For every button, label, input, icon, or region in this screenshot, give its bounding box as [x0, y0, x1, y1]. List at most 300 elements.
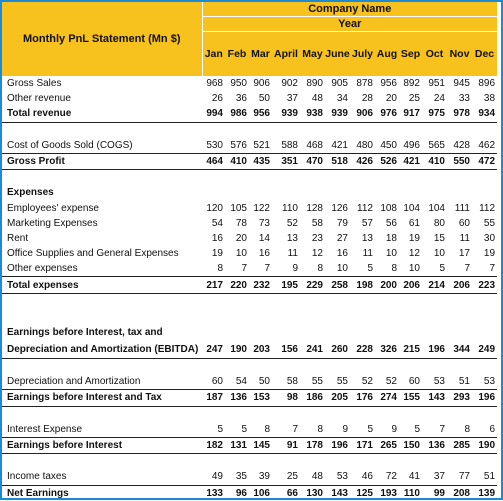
value-cell: 46 [361, 471, 373, 483]
value-cell: 52 [286, 217, 298, 229]
value-cell [422, 324, 447, 341]
value-cell: 8 [317, 263, 323, 275]
value-cell: 37 [286, 93, 298, 105]
value-cell: 196 [422, 341, 447, 359]
value-cell: 51 [483, 471, 496, 483]
value-cell: 939 [325, 106, 350, 122]
value-cell [375, 170, 399, 186]
value-cell: 215 [399, 341, 422, 359]
value-cell: 13 [361, 232, 373, 244]
value-cell: 54 [235, 376, 247, 388]
value-cell: 48 [311, 93, 323, 105]
table-row [2, 106, 497, 122]
value-cell: 260 [325, 341, 350, 359]
value-cell: 8 [264, 423, 270, 435]
value-cell: 153 [249, 390, 272, 406]
value-cell [202, 324, 225, 341]
value-cell: 139 [472, 485, 497, 501]
table-row [2, 406, 497, 422]
value-cell: 217 [202, 277, 225, 293]
value-cell: 5 [367, 263, 373, 275]
table-row [2, 170, 497, 186]
value-cell: 588 [281, 139, 298, 151]
value-cell: 968 [206, 78, 223, 90]
value-cell [225, 454, 249, 470]
value-cell [447, 324, 472, 341]
value-cell: 435 [249, 153, 272, 169]
row-label: Expenses [7, 187, 54, 199]
month-header: Nov [447, 32, 472, 77]
value-cell: 214 [422, 277, 447, 293]
month-header: Feb [225, 32, 249, 77]
month-header: June [325, 32, 350, 77]
value-cell [225, 185, 249, 200]
value-cell: 16 [211, 232, 223, 244]
value-cell [225, 359, 249, 375]
value-cell: 122 [253, 202, 270, 214]
row-label [2, 122, 202, 138]
value-cell: 285 [447, 437, 472, 453]
month-header: Dec [472, 32, 497, 77]
value-cell: 421 [331, 139, 348, 151]
row-label: Depreciation and Amortization [7, 376, 141, 388]
value-cell: 26 [211, 93, 223, 105]
value-cell [472, 122, 497, 138]
value-cell: 143 [325, 485, 350, 501]
value-cell [272, 406, 300, 422]
value-cell: 49 [211, 471, 223, 483]
value-cell: 33 [458, 93, 470, 105]
row-label: Total revenue [2, 106, 202, 122]
value-cell: 206 [447, 277, 472, 293]
value-cell: 110 [282, 202, 298, 214]
value-cell: 5 [241, 423, 247, 435]
value-cell [472, 406, 497, 422]
value-cell [300, 122, 325, 138]
value-cell: 6 [489, 423, 496, 435]
value-cell [225, 324, 249, 341]
value-cell: 23 [311, 232, 323, 244]
value-cell [202, 309, 225, 324]
value-cell [447, 122, 472, 138]
value-cell: 60 [408, 376, 420, 388]
row-label [2, 359, 202, 375]
table-row [2, 437, 497, 453]
value-cell: 8 [317, 423, 323, 435]
value-cell: 906 [350, 106, 375, 122]
value-cell: 576 [230, 139, 247, 151]
value-cell [422, 406, 447, 422]
value-cell: 196 [325, 437, 350, 453]
value-cell: 60 [458, 217, 470, 229]
value-cell [249, 185, 272, 200]
value-cell: 976 [375, 106, 399, 122]
value-cell: 938 [300, 106, 325, 122]
value-cell: 12 [311, 248, 323, 260]
value-cell: 13 [286, 232, 298, 244]
value-cell: 150 [399, 437, 422, 453]
value-cell [472, 170, 497, 186]
value-cell: 55 [483, 217, 496, 229]
value-cell [472, 359, 497, 375]
value-cell [350, 406, 375, 422]
value-cell: 410 [422, 153, 447, 169]
row-label [2, 170, 202, 186]
value-cell: 9 [391, 423, 397, 435]
value-cell: 7 [292, 423, 298, 435]
value-cell: 176 [350, 390, 375, 406]
value-cell [399, 324, 422, 341]
value-cell: 10 [336, 263, 348, 275]
value-cell: 994 [202, 106, 225, 122]
month-header: July [350, 32, 375, 77]
value-cell: 98 [272, 390, 300, 406]
table-row [2, 359, 497, 375]
table-row [2, 246, 497, 261]
value-cell: 187 [202, 390, 225, 406]
value-cell [272, 122, 300, 138]
value-cell: 8 [217, 263, 223, 275]
row-label: Marketing Expenses [7, 217, 98, 229]
row-label: Income taxes [7, 471, 67, 483]
value-cell [202, 185, 225, 200]
value-cell [225, 170, 249, 186]
value-cell [202, 170, 225, 186]
value-cell: 105 [230, 202, 247, 214]
value-cell: 905 [331, 78, 348, 90]
value-cell [472, 309, 497, 324]
value-cell [300, 324, 325, 341]
row-label: Other revenue [7, 93, 71, 105]
month-header: Aug [375, 32, 399, 77]
row-label: Employees' expense [7, 202, 99, 214]
table-row [2, 390, 497, 406]
value-cell: 462 [478, 139, 496, 151]
value-cell: 11 [362, 248, 373, 260]
value-cell: 112 [479, 202, 496, 214]
value-cell: 7 [264, 263, 270, 275]
value-cell [249, 293, 272, 309]
value-cell: 55 [311, 376, 323, 388]
value-cell: 526 [375, 153, 399, 169]
value-cell [422, 359, 447, 375]
value-cell: 104 [403, 202, 420, 214]
month-header: Jan [202, 32, 225, 77]
value-cell: 19 [211, 248, 223, 260]
value-cell: 25 [286, 471, 298, 483]
value-cell: 193 [375, 485, 399, 501]
row-label [2, 454, 202, 470]
value-cell: 464 [202, 153, 225, 169]
value-cell [300, 185, 325, 200]
row-label: Office Supplies and General Expenses [7, 248, 179, 260]
value-cell: 61 [408, 217, 420, 229]
value-cell [300, 170, 325, 186]
value-cell: 223 [472, 277, 497, 293]
company-name: Company Name [202, 2, 497, 17]
value-cell: 351 [272, 153, 300, 169]
value-cell: 108 [380, 202, 397, 214]
value-cell [447, 406, 472, 422]
value-cell [249, 359, 272, 375]
value-cell: 20 [385, 93, 397, 105]
value-cell: 190 [225, 341, 249, 359]
value-cell [399, 309, 422, 324]
value-cell [350, 359, 375, 375]
value-cell: 128 [306, 202, 323, 214]
value-cell: 34 [336, 93, 348, 105]
row-label [2, 406, 202, 422]
value-cell: 120 [206, 202, 223, 214]
value-cell: 17 [458, 248, 470, 260]
table-row [2, 153, 497, 169]
value-cell: 53 [483, 376, 496, 388]
value-cell [399, 170, 422, 186]
value-cell: 265 [375, 437, 399, 453]
value-cell: 892 [403, 78, 420, 90]
value-cell: 917 [399, 106, 422, 122]
table-row [2, 185, 497, 200]
value-cell: 50 [258, 93, 270, 105]
value-cell: 565 [428, 139, 445, 151]
row-label: Cost of Goods Sold (COGS) [7, 139, 133, 151]
value-cell [202, 122, 225, 138]
row-label [2, 309, 202, 324]
value-cell [325, 122, 350, 138]
table-row [2, 91, 497, 106]
value-cell: 57 [361, 217, 373, 229]
value-cell [300, 359, 325, 375]
value-cell: 195 [272, 277, 300, 293]
value-cell: 410 [225, 153, 249, 169]
value-cell [375, 309, 399, 324]
table-row [2, 341, 497, 359]
value-cell: 14 [258, 232, 270, 244]
value-cell [202, 293, 225, 309]
value-cell: 126 [331, 202, 348, 214]
value-cell: 30 [483, 232, 496, 244]
value-cell: 27 [336, 232, 348, 244]
value-cell: 421 [399, 153, 422, 169]
value-cell [272, 324, 300, 341]
value-cell: 249 [472, 341, 497, 359]
value-cell [272, 359, 300, 375]
value-cell: 35 [235, 471, 247, 483]
value-cell: 426 [350, 153, 375, 169]
month-header: April [272, 32, 300, 77]
value-cell: 945 [453, 78, 470, 90]
value-cell [300, 309, 325, 324]
value-cell [249, 406, 272, 422]
value-cell: 36 [235, 93, 247, 105]
value-cell: 7 [489, 263, 496, 275]
value-cell: 229 [300, 277, 325, 293]
pnl-table [2, 2, 497, 501]
value-cell: 38 [483, 93, 496, 105]
row-label: Rent [7, 232, 29, 244]
table-row [2, 469, 497, 485]
table-row [2, 324, 497, 341]
value-cell: 91 [272, 437, 300, 453]
value-cell [422, 293, 447, 309]
value-cell: 228 [350, 341, 375, 359]
row-label: Gross Sales [7, 78, 62, 90]
value-cell [375, 359, 399, 375]
value-cell [225, 309, 249, 324]
value-cell [447, 185, 472, 200]
value-cell: 66 [272, 485, 300, 501]
value-cell: 896 [478, 78, 496, 90]
value-cell: 203 [249, 341, 272, 359]
value-cell [375, 406, 399, 422]
value-cell: 111 [454, 202, 470, 214]
value-cell: 145 [249, 437, 272, 453]
value-cell: 518 [325, 153, 350, 169]
value-cell: 190 [472, 437, 497, 453]
value-cell [422, 454, 447, 470]
value-cell [249, 309, 272, 324]
value-cell: 136 [225, 390, 249, 406]
value-cell: 19 [483, 248, 496, 260]
value-cell: 39 [258, 471, 270, 483]
value-cell: 208 [447, 485, 472, 501]
value-cell: 206 [399, 277, 422, 293]
value-cell: 232 [249, 277, 272, 293]
value-cell: 241 [300, 341, 325, 359]
value-cell: 53 [433, 376, 445, 388]
value-cell: 99 [422, 485, 447, 501]
value-cell [399, 122, 422, 138]
value-cell [399, 454, 422, 470]
value-cell: 50 [258, 376, 270, 388]
table-row [2, 485, 497, 501]
value-cell: 51 [458, 376, 470, 388]
value-cell: 8 [464, 423, 470, 435]
value-cell [472, 293, 497, 309]
value-cell: 450 [380, 139, 397, 151]
value-cell: 54 [211, 217, 223, 229]
value-cell: 956 [380, 78, 397, 90]
table-row [2, 261, 497, 277]
value-cell [272, 454, 300, 470]
value-cell: 550 [447, 153, 472, 169]
value-cell: 293 [447, 390, 472, 406]
value-cell: 125 [350, 485, 375, 501]
value-cell: 468 [306, 139, 323, 151]
value-cell: 906 [253, 78, 270, 90]
table-row [2, 277, 497, 293]
value-cell: 20 [235, 232, 247, 244]
value-cell [225, 122, 249, 138]
value-cell: 9 [292, 263, 298, 275]
table-row [2, 122, 497, 138]
value-cell: 247 [202, 341, 225, 359]
value-cell [472, 324, 497, 341]
value-cell: 496 [403, 139, 420, 151]
value-cell: 52 [361, 376, 373, 388]
value-cell: 7 [439, 423, 445, 435]
value-cell [350, 309, 375, 324]
value-cell [272, 309, 300, 324]
value-cell: 530 [206, 139, 223, 151]
value-cell: 130 [300, 485, 325, 501]
value-cell: 986 [225, 106, 249, 122]
value-cell [249, 122, 272, 138]
year-label: Year [202, 17, 497, 32]
value-cell [225, 293, 249, 309]
value-cell: 72 [385, 471, 397, 483]
value-cell [375, 324, 399, 341]
value-cell: 9 [342, 423, 348, 435]
value-cell [422, 122, 447, 138]
value-cell [375, 122, 399, 138]
value-cell [422, 309, 447, 324]
value-cell: 37 [433, 471, 445, 483]
value-cell [325, 185, 350, 200]
value-cell: 11 [287, 248, 298, 260]
value-cell [350, 454, 375, 470]
value-cell: 198 [350, 277, 375, 293]
table-row [2, 231, 497, 246]
value-cell: 53 [336, 471, 348, 483]
value-cell: 16 [336, 248, 348, 260]
value-cell: 934 [472, 106, 497, 122]
value-cell: 7 [464, 263, 470, 275]
value-cell [325, 170, 350, 186]
value-cell: 480 [356, 139, 373, 151]
value-cell: 274 [375, 390, 399, 406]
value-cell: 77 [458, 471, 470, 483]
value-cell [422, 170, 447, 186]
value-cell: 41 [408, 471, 420, 483]
value-cell: 143 [422, 390, 447, 406]
value-cell: 73 [258, 217, 270, 229]
value-cell: 470 [300, 153, 325, 169]
row-label: Earnings before Interest and Tax [2, 390, 202, 406]
value-cell [202, 454, 225, 470]
value-cell: 55 [336, 376, 348, 388]
value-cell: 5 [217, 423, 223, 435]
value-cell [447, 170, 472, 186]
value-cell: 155 [399, 390, 422, 406]
value-cell: 79 [336, 217, 348, 229]
row-label: Depreciation and Amortization (EBITDA) [2, 341, 202, 359]
table-row [2, 454, 497, 470]
value-cell: 5 [367, 423, 373, 435]
value-cell [472, 185, 497, 200]
value-cell [249, 454, 272, 470]
value-cell: 80 [433, 217, 445, 229]
value-cell [272, 293, 300, 309]
value-cell: 5 [414, 423, 420, 435]
row-label: Total expenses [2, 277, 202, 293]
value-cell: 8 [391, 263, 397, 275]
value-cell [325, 324, 350, 341]
value-cell: 16 [258, 248, 270, 260]
month-header: Oct [422, 32, 447, 77]
value-cell: 60 [211, 376, 223, 388]
value-cell: 178 [300, 437, 325, 453]
value-cell: 58 [311, 217, 323, 229]
value-cell [300, 406, 325, 422]
value-cell: 344 [447, 341, 472, 359]
value-cell: 106 [249, 485, 272, 501]
value-cell: 939 [272, 106, 300, 122]
value-cell: 7 [241, 263, 247, 275]
value-cell: 878 [356, 78, 373, 90]
value-cell [325, 406, 350, 422]
value-cell: 5 [439, 263, 445, 275]
